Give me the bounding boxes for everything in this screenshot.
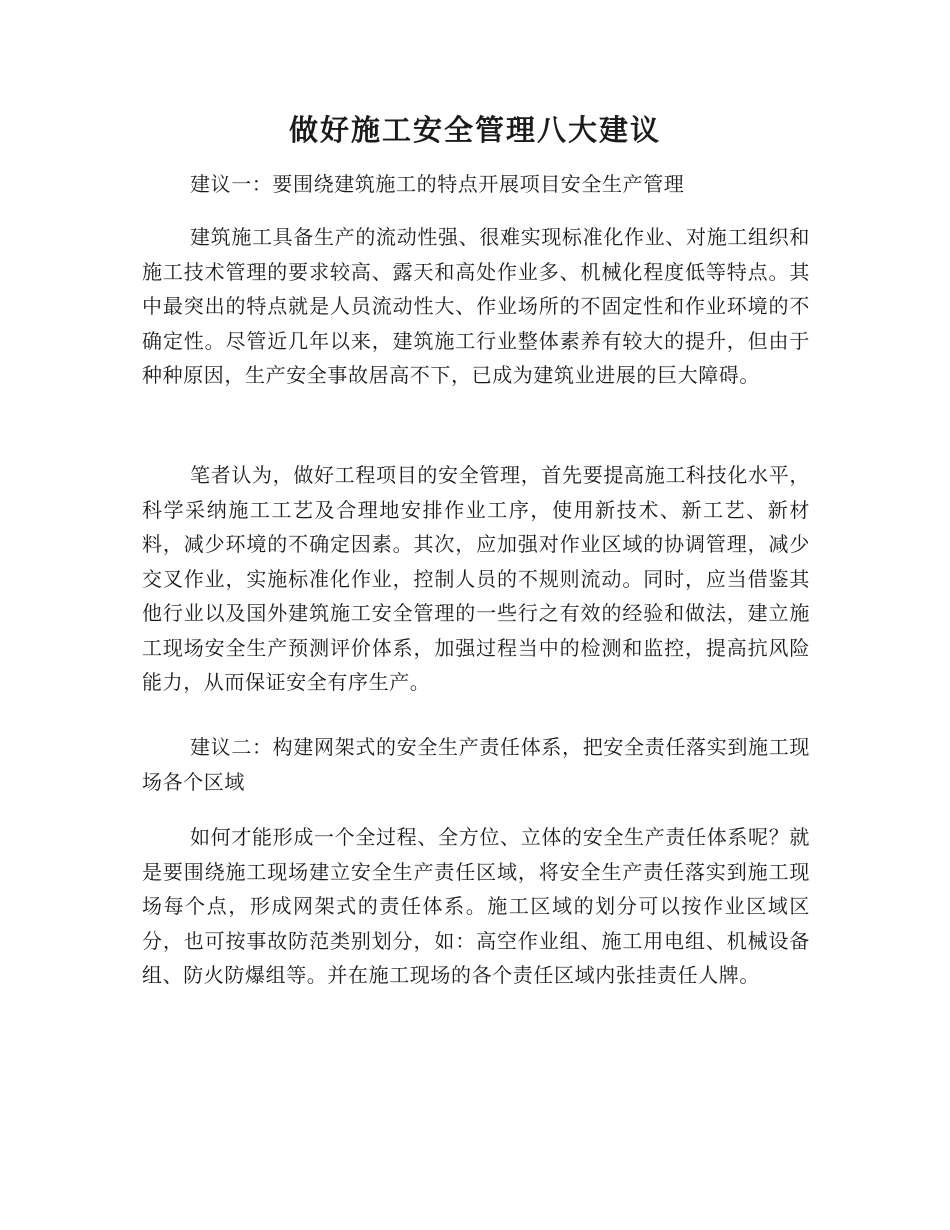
paragraph-1: 建筑施工具备生产的流动性强、很难实现标准化作业、对施工组织和施工技术管理的要求较高、露天和高处作业多、机械化程度低等特点。其中最突出的特点就是人员流动性大、作业场所的不固定性和作业环境的不确定性。尽管近几年以来，建筑施工行业整体素养有较大的提升，但由于种种原因，生产安全事故居高不下，已成为建筑业进展的巨大障碍。 bbox=[142, 225, 810, 387]
paragraph-heading-2: 建议二：构建网架式的安全生产责任体系，把安全责任落实到施工现场各个区域 bbox=[142, 735, 810, 794]
paragraph-3: 如何才能形成一个全过程、全方位、立体的安全生产责任体系呢？就是要围绕施工现场建立安全生产责任区域，将安全生产责任落实到施工现场每个点，形成网架式的责任体系。施工区域的划分可以按作业区域区分，也可按事故防范类别划分，如：高空作业组、施工用电组、机械设备组、防火防爆组等。并在施工现场的各个责任区域内张挂责任人牌。 bbox=[142, 825, 810, 987]
paragraph-heading-1: 建议一：要围绕建筑施工的特点开展项目安全生产管理 bbox=[190, 172, 685, 196]
paragraph-2: 笔者认为，做好工程项目的安全管理，首先要提高施工科技化水平，科学采纳施工工艺及合理地安排作业工序，使用新技术、新工艺、新材料，减少环境的不确定因素。其次，应加强对作业区域的协调管理，减少交叉作业，实施标准化作业，控制人员的不规则流动。同时，应当借鉴其他行业以及国外建筑施工安全管理的一些行之有效的经验和做法，建立施工现场安全生产预测评价体系，加强过程当中的检测和监控，提高抗风险能力，从而保证安全有序生产。 bbox=[142, 463, 810, 694]
document-title: 做好施工安全管理八大建议 bbox=[288, 113, 661, 147]
